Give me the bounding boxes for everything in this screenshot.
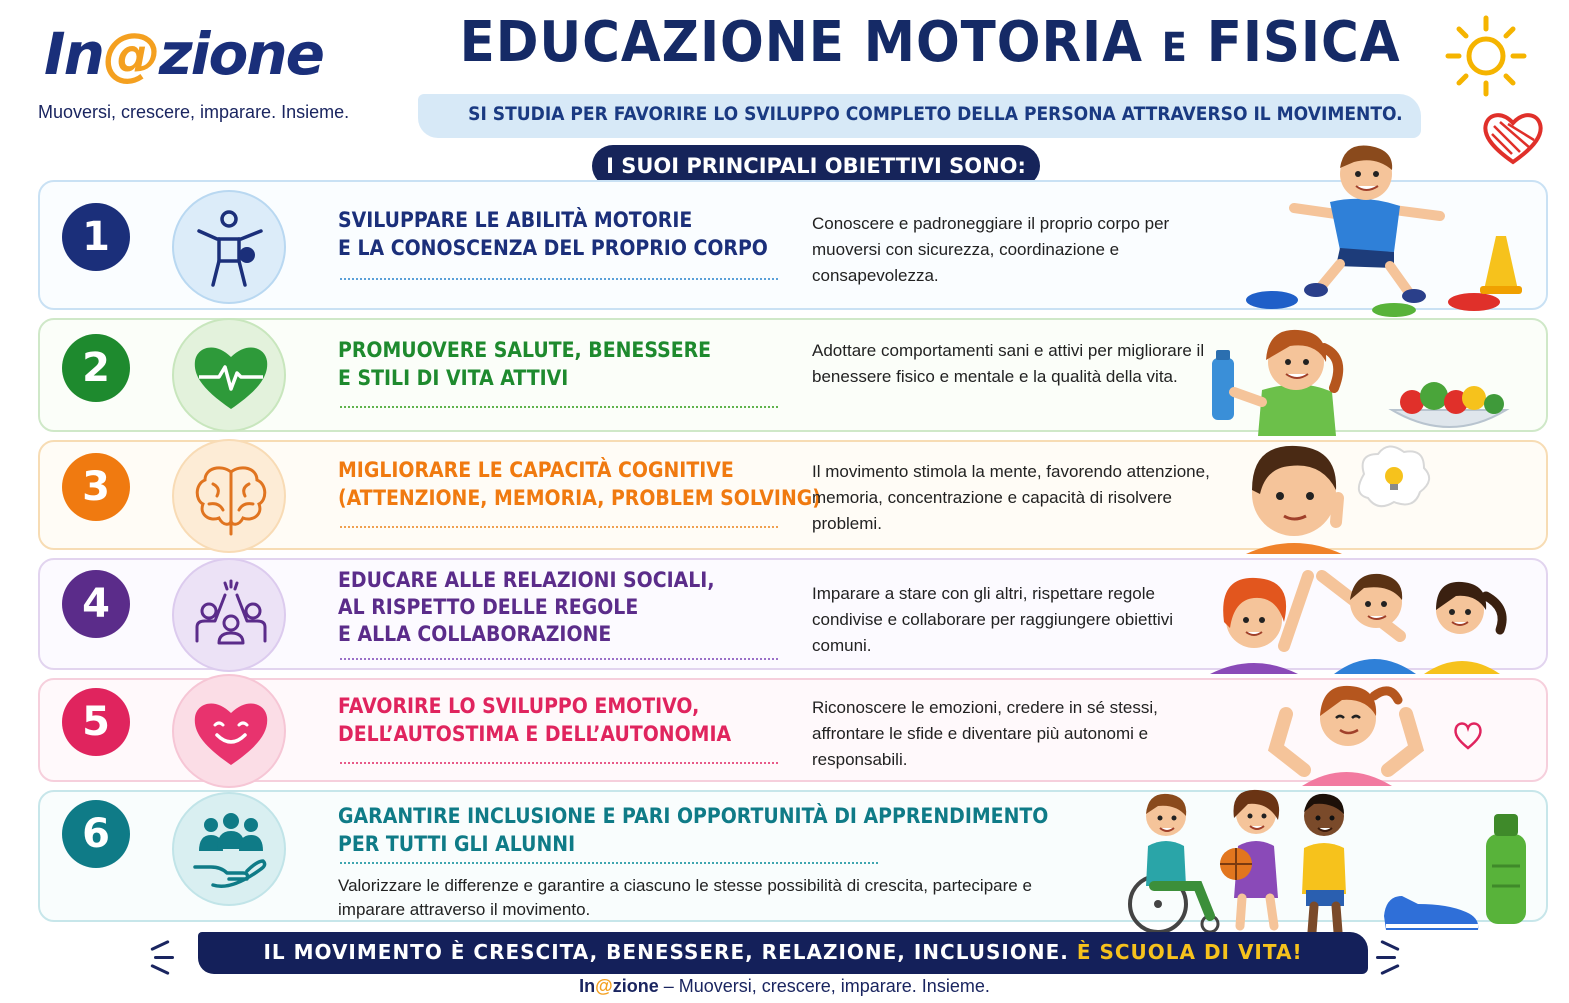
- title-part-2: FISICA: [1187, 10, 1401, 75]
- children-high-five-illustration: [1204, 556, 1514, 674]
- objective-number-3: 3: [62, 453, 130, 521]
- objective-description-5: Riconoscere le emozioni, credere in sé stessi, affrontare le sfide e diventare più autonomi e responsabili.: [812, 698, 1158, 769]
- objective-title-6-line-2: PER TUTTI GLI ALUNNI: [338, 832, 576, 856]
- objective-title-6: [338, 802, 1048, 858]
- objective-title-5: [338, 692, 731, 748]
- body-movement-icon: [191, 209, 271, 289]
- logo-text-end: zione: [158, 20, 323, 88]
- objective-description-4: Imparare a stare con gli altri, rispettare regole condivise e collaborare per raggiungere obiettivi comuni.: [812, 584, 1173, 655]
- smiling-heart-icon: [191, 693, 271, 773]
- objective-title-4: [338, 567, 715, 648]
- footer-decoration-left: [154, 956, 174, 959]
- objective-divider-3: [340, 526, 778, 528]
- objective-icon-circle-4: [172, 558, 286, 672]
- objective-number-5: 5: [62, 688, 130, 756]
- objective-icon-circle-3: [172, 439, 286, 553]
- brand-tagline: Muoversi, crescere, imparare. Insieme.: [38, 102, 350, 122]
- objective-title-2-line-1: PROMUOVERE SALUTE, BENESSERE: [338, 338, 712, 362]
- objective-title-1: [338, 206, 768, 262]
- objective-description-2: Adottare comportamenti sani e attivi per migliorare il benessere fisico e mentale e la qualità della vita.: [812, 341, 1205, 386]
- footer-brand-end: zione: [612, 976, 659, 996]
- footer-brand-at: @: [595, 976, 613, 996]
- objective-divider-6: [340, 862, 878, 864]
- footer-motto-highlight: È SCUOLA DI VITA!: [1076, 940, 1303, 964]
- objective-title-4-line-3: E ALLA COLLABORAZIONE: [338, 622, 612, 646]
- objective-title-5-line-1: FAVORIRE LO SVILUPPO EMOTIVO,: [338, 694, 700, 718]
- running-child-illustration: [1244, 140, 1544, 320]
- girl-with-water-bottle-illustration: [1206, 318, 1516, 438]
- proud-girl-illustration: [1262, 670, 1492, 786]
- heartbeat-icon: [191, 337, 271, 417]
- objectives-heading: I SUOI PRINCIPALI OBIETTIVI SONO:: [592, 145, 1040, 187]
- objective-title-3: [338, 456, 821, 512]
- objective-icon-circle-5: [172, 674, 286, 788]
- page-title: [459, 10, 1401, 75]
- footer-decoration-right: [1380, 940, 1399, 951]
- footer-brand-start: In: [579, 976, 596, 996]
- inclusion-hand-icon: [191, 811, 271, 891]
- objective-title-2: [338, 336, 711, 392]
- objective-description-6: Valorizzare le differenze e garantire a ciascuno le stesse possibilità di crescita, partecipare e imparare attraverso il movimento.: [338, 876, 1032, 919]
- footer-motto-text: IL MOVIMENTO È CRESCITA, BENESSERE, RELAZIONE, INCLUSIONE.: [263, 940, 1077, 964]
- objective-title-4-line-2: AL RISPETTO DELLE REGOLE: [338, 595, 639, 619]
- objective-icon-circle-1: [172, 190, 286, 304]
- footer-signature: [0, 976, 1569, 997]
- objective-number-2: 2: [62, 334, 130, 402]
- objective-divider-2: [340, 406, 778, 408]
- logo-text-start: In: [44, 20, 103, 88]
- footer-decoration-left: [150, 940, 169, 951]
- footer-decoration-left: [150, 964, 169, 975]
- thinking-child-illustration: [1238, 438, 1438, 554]
- objective-title-3-line-2: (ATTENZIONE, MEMORIA, PROBLEM SOLVING): [338, 486, 821, 510]
- sun-icon: [1440, 14, 1532, 98]
- footer-decoration-right: [1380, 964, 1399, 975]
- objective-description-1: Conoscere e padroneggiare il proprio corpo per muoversi con sicurezza, coordinazione e consapevolezza.: [812, 214, 1170, 285]
- objective-number-4: 4: [62, 570, 130, 638]
- objective-number-6: 6: [62, 800, 130, 868]
- objective-divider-4: [340, 658, 778, 660]
- objective-divider-5: [340, 762, 778, 764]
- objective-number-1: 1: [62, 203, 130, 271]
- inclusive-children-illustration: [1118, 786, 1538, 936]
- brand-logo: [44, 14, 323, 94]
- objective-divider-1: [340, 278, 778, 280]
- objective-title-1-line-1: SVILUPPARE LE ABILITÀ MOTORIE: [338, 208, 693, 232]
- objective-title-6-line-1: GARANTIRE INCLUSIONE E PARI OPPORTUNITÀ DI APPRENDIMENTO: [338, 804, 1049, 828]
- objective-title-1-line-2: E LA CONOSCENZA DEL PROPRIO CORPO: [338, 236, 768, 260]
- footer-motto: [198, 940, 1368, 964]
- title-conjunction: E: [1161, 25, 1188, 71]
- footer-decoration-right: [1376, 956, 1396, 959]
- objective-title-4-line-1: EDUCARE ALLE RELAZIONI SOCIALI,: [338, 568, 715, 592]
- objective-title-5-line-2: DELL’AUTOSTIMA E DELL’AUTONOMIA: [338, 722, 732, 746]
- objective-icon-circle-6: [172, 792, 286, 906]
- objective-description-3: Il movimento stimola la mente, favorendo attenzione, memoria, concentrazione e capacità di risolvere problemi.: [812, 462, 1210, 533]
- logo-at-sign: @: [102, 20, 159, 88]
- footer-signature-text: – Muoversi, crescere, imparare. Insieme.: [658, 976, 990, 996]
- title-part-1: EDUCAZIONE MOTORIA: [459, 10, 1162, 75]
- objective-icon-circle-2: [172, 318, 286, 432]
- page-subtitle: SI STUDIA PER FAVORIRE LO SVILUPPO COMPLETO DELLA PERSONA ATTRAVERSO IL MOVIMENTO.: [468, 103, 1403, 125]
- objective-title-2-line-2: E STILI DI VITA ATTIVI: [338, 366, 569, 390]
- brain-icon: [191, 458, 271, 538]
- high-five-group-icon: [191, 577, 271, 657]
- objective-title-3-line-1: MIGLIORARE LE CAPACITÀ COGNITIVE: [338, 458, 734, 482]
